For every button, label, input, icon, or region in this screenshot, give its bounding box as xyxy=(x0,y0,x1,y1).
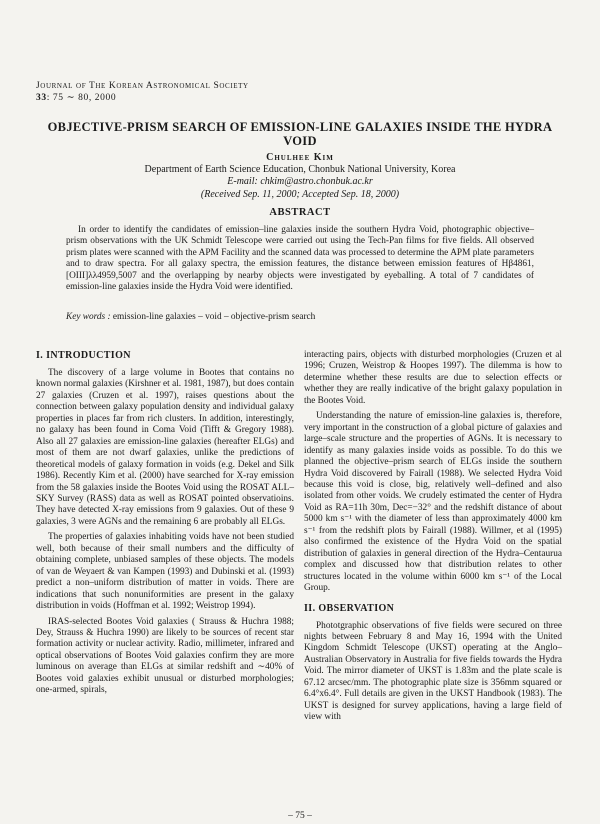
intro-paragraph-5: Understanding the nature of emission-line galaxies is, therefore, very important in the construction of a global picture of galaxies and large–scale structure and the properties of AGNs. It is necessary to identify as many galaxies inside voids as possible. To do this we planned the objective–prism search of ELGs inside the southern Hydra Void discovered by Fairall (1988). We selected Hydra Void because this void is close, big, relatively well–defined and also isolated from other voids. We crudely estimated the center of Hydra Void as RA=11h 30m, Dec=−32° and the redshift distance of about 5000 km s⁻¹ with the diameter of less than approximately 4000 km s⁻¹ from the redshift plots by Fairall (1988). Willmer, et al (1995) also confirmed the existence of the Hydra Void on the spatial distribution of galaxies in general direction of the Hydra–Centaurua complex and discussed how that distribution relates to other structures located in the volume within 6000 km s⁻¹ of the Local Group. xyxy=(304,411,562,594)
section-heading-introduction: I. INTRODUCTION xyxy=(36,350,131,361)
paper-title: OBJECTIVE-PRISM SEARCH OF EMISSION-LINE GALAXIES INSIDE THE HYDRA VOID xyxy=(47,120,553,148)
journal-volume: 33 xyxy=(36,93,47,103)
abstract-text: In order to identify the candidates of emission–line galaxies inside the southern Hydra Void, photographic objective–prism observations with the UK Schmidt Telescope were carried out using the Tech-Pan films for five fields. All observed prism plates were scanned with the APM Facility and the scanned data was processed to determine the APM plate parameters and to draw spectra. For all galaxy spectra, the emission features, the distance between emission features of Hβ4861, [OIII]λλ4959,5007 and the overlapping by nearby objects were investigated by eyeballing. A total of 7 candidates of emission-line galaxies inside the Hydra Void were identified. xyxy=(66,225,534,293)
intro-paragraph-1: The discovery of a large volume in Bootes that contains no known normal galaxies (Kirshner et al. 1981, 1987), but does contain 27 galaxies (Cruzen et al. 1997), raises questions about the connection between galaxy population density and individual galaxy properties in places far from rich clusters. In addition, interestingly, no galaxy has been found in Coma Void (Tifft & Gregory 1988). Also all 27 galaxies are emission-line galaxies (hereafter ELGs) and most of them are not dwarf galaxies, unlike the predictions of theoretical models of galaxy formation in voids (e.g. Dekel and Silk 1986). Recently Kim et al. (2000) have searched for X-ray emission from the 58 galaxies inside the Bootes Void using the ROSAT ALL–SKY Survey (RASS) data as well as ROSAT pointed observatioins. They have detected X-ray emissions from 9 galaxies. Out of these 9 galaxies, 3 were AGNs and the remaining 6 are probably all ELGs. xyxy=(36,368,294,527)
right-column xyxy=(304,350,562,728)
intro-paragraph-3: IRAS-selected Bootes Void galaxies ( Strauss & Huchra 1988; Dey, Strauss & Huchra 1990) are likely to be sources of recent star formation activity or nuclear activity. Radio, millimeter, infrared and optical observations of Bootes Void galaxies confirm they are more luminous on average than ELGs at similar redshift and ∼40% of Bootes void galaxies exhibit unusual or disturbed morphologies; one-armed, spirals, xyxy=(36,616,294,696)
keywords xyxy=(66,312,534,323)
journal-pages: : 75 ∼ 80, 2000 xyxy=(46,93,117,103)
journal-volume-line xyxy=(36,92,249,104)
journal-header xyxy=(36,80,249,104)
observation-paragraph-1: Phototgraphic observations of five fields were secured on three nights between February 8 and May 16, 1994 with the United Kingdom Schmidt Telescope (UKST) operating at the Anglo–Australian Observatory in Australia for five fields towards the Hydra Void. The mirror diameter of UKST is 1.83m and the plate scale is 67.12 arcsec/mm. The photographic plate size is 356mm squared or 6.4°x6.4°. Full details are given in the UKST Handbook (1983). The UKST is designed for survey applications, having a large field of view with xyxy=(304,620,562,723)
keywords-label: Key words : xyxy=(66,312,111,322)
abstract-heading: ABSTRACT xyxy=(269,207,331,218)
intro-paragraph-2: The properties of galaxies inhabiting voids have not been studied well, both because of their small numbers and the difficulty of obtaining complete, unbiased samples of these objects. The models of van de Weyaert & van Kampen (1993) and Dubinski et al. (1993) predict a non–uniform distribution of matter in voids. There are indications that such nonuniformities are present in the galaxy distribution in voids (Hoffman et al. 1992; Weistrop 1994). xyxy=(36,532,294,612)
intro-paragraph-4: interacting pairs, objects with disturbed morphologies (Cruzen et al 1996; Cruzen, Weistrop & Hoopes 1997). The dilemma is how to determine whether these results are due to selection effects or whether they are really indicative of the bright galaxy population in the Bootes Void. xyxy=(304,350,562,406)
keywords-text: emission-line galaxies – void – objective-prism search xyxy=(112,312,316,322)
author-affiliation: Department of Earth Science Education, Chonbuk National University, Korea xyxy=(144,164,456,175)
journal-name: Journal of The Korean Astronomical Society xyxy=(36,81,249,91)
left-column xyxy=(36,350,294,701)
section-heading-observation: II. OBSERVATION xyxy=(304,602,395,614)
author-email: E-mail: chkim@astro.chonbuk.ac.kr xyxy=(227,176,373,187)
received-dates: (Received Sep. 11, 2000; Accepted Sep. 18, 2000) xyxy=(200,189,400,200)
page-number: – 75 – xyxy=(288,811,312,821)
author-name: Chulhee Kim xyxy=(266,152,334,163)
